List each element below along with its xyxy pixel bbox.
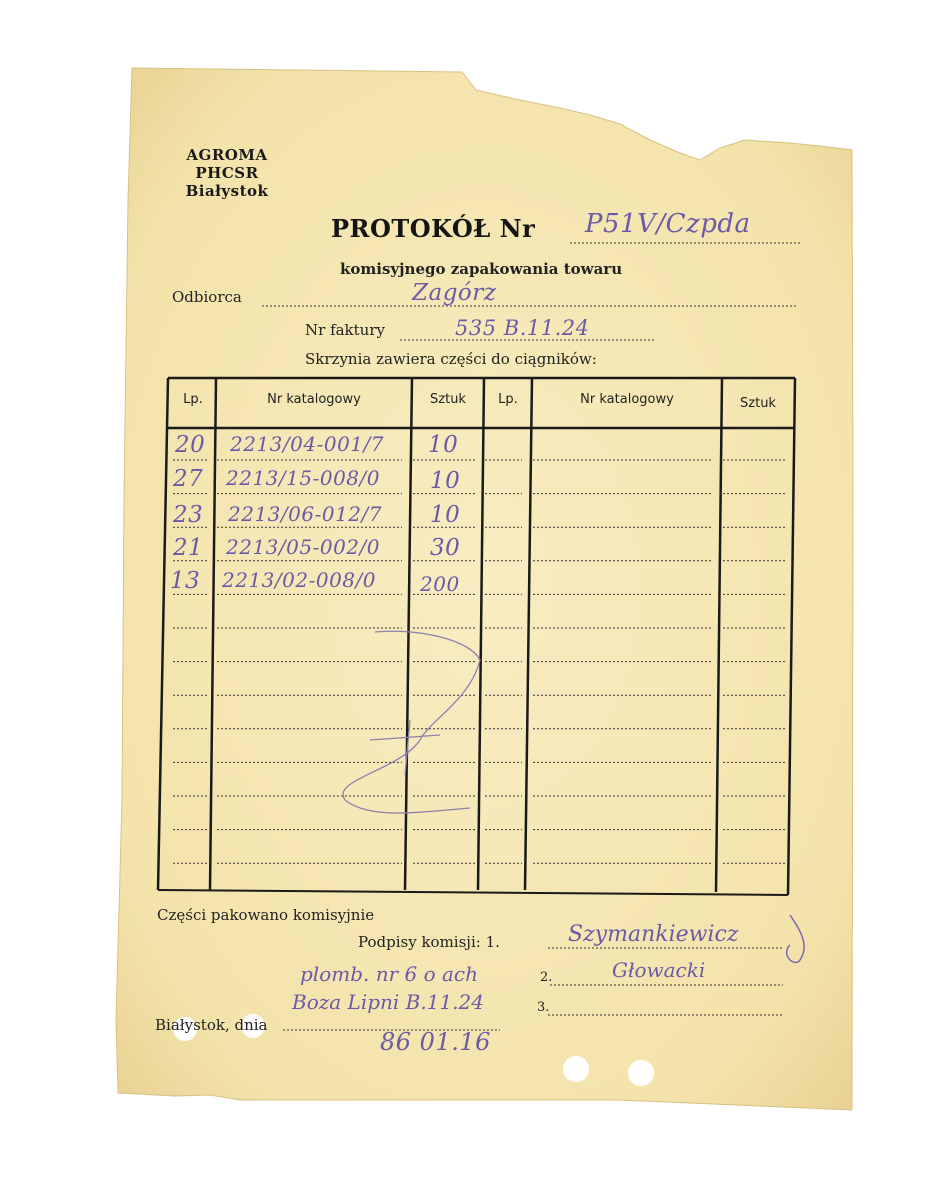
col-header-nr-katalogowy: Nr katalogowy <box>580 392 674 407</box>
row-nr: 2213/02-008/0 <box>222 568 376 592</box>
signature-number-2: 2. <box>540 970 553 985</box>
note-line-2: Boza Lipni B.11.24 <box>292 990 484 1014</box>
row-sztuk: 10 <box>430 468 461 494</box>
faktura-value: 535 B.11.24 <box>455 316 590 340</box>
city-date-label: Białystok, dnia <box>155 1016 268 1034</box>
note-line-1: plomb. nr 6 o ach <box>300 962 479 986</box>
row-nr: 2213/06-012/7 <box>228 502 382 526</box>
row-lp: 20 <box>175 432 206 458</box>
row-lp: 13 <box>170 568 201 594</box>
signature-1: Szymankiewicz <box>568 922 739 947</box>
row-nr: 2213/04-001/7 <box>230 432 384 456</box>
col-header-sztuk: Sztuk <box>740 396 776 411</box>
skrzynia-text: Skrzynia zawiera części do ciągników: <box>305 350 597 368</box>
col-header-nr-katalogowy: Nr katalogowy <box>267 392 361 407</box>
packed-text: Części pakowano komisyjnie <box>157 906 375 924</box>
org-line: PHCSR <box>195 164 259 182</box>
protocol-number: P51V/Czpda <box>585 209 751 239</box>
org-line: AGROMA <box>186 146 268 164</box>
signature-number-3: 3. <box>537 1000 550 1015</box>
row-sztuk: 10 <box>428 432 459 458</box>
col-header-lp: Lp. <box>183 392 203 407</box>
col-header-sztuk: Sztuk <box>430 392 466 407</box>
odbiorca-value: Zagórz <box>412 280 497 306</box>
page-title: PROTOKÓŁ Nr <box>331 214 536 243</box>
row-lp: 23 <box>173 502 204 528</box>
row-nr: 2213/05-002/0 <box>226 535 380 559</box>
punch-hole <box>563 1056 589 1082</box>
col-header-lp: Lp. <box>498 392 518 407</box>
row-sztuk: 200 <box>420 572 460 596</box>
faktura-label: Nr faktury <box>305 321 385 339</box>
row-sztuk: 30 <box>430 535 461 561</box>
punch-hole <box>628 1060 654 1086</box>
date-value: 86 01.16 <box>380 1028 491 1056</box>
org-line: Białystok <box>185 182 269 200</box>
row-lp: 21 <box>173 535 204 561</box>
odbiorca-label: Odbiorca <box>172 288 242 306</box>
row-nr: 2213/15-008/0 <box>226 466 380 490</box>
subtitle: komisyjnego zapakowania towaru <box>340 260 623 278</box>
org-name <box>182 146 272 200</box>
row-lp: 27 <box>173 466 204 492</box>
signature-2: Głowacki <box>612 958 706 982</box>
signatures-label: Podpisy komisji: 1. <box>358 933 500 951</box>
row-sztuk: 10 <box>430 502 461 528</box>
